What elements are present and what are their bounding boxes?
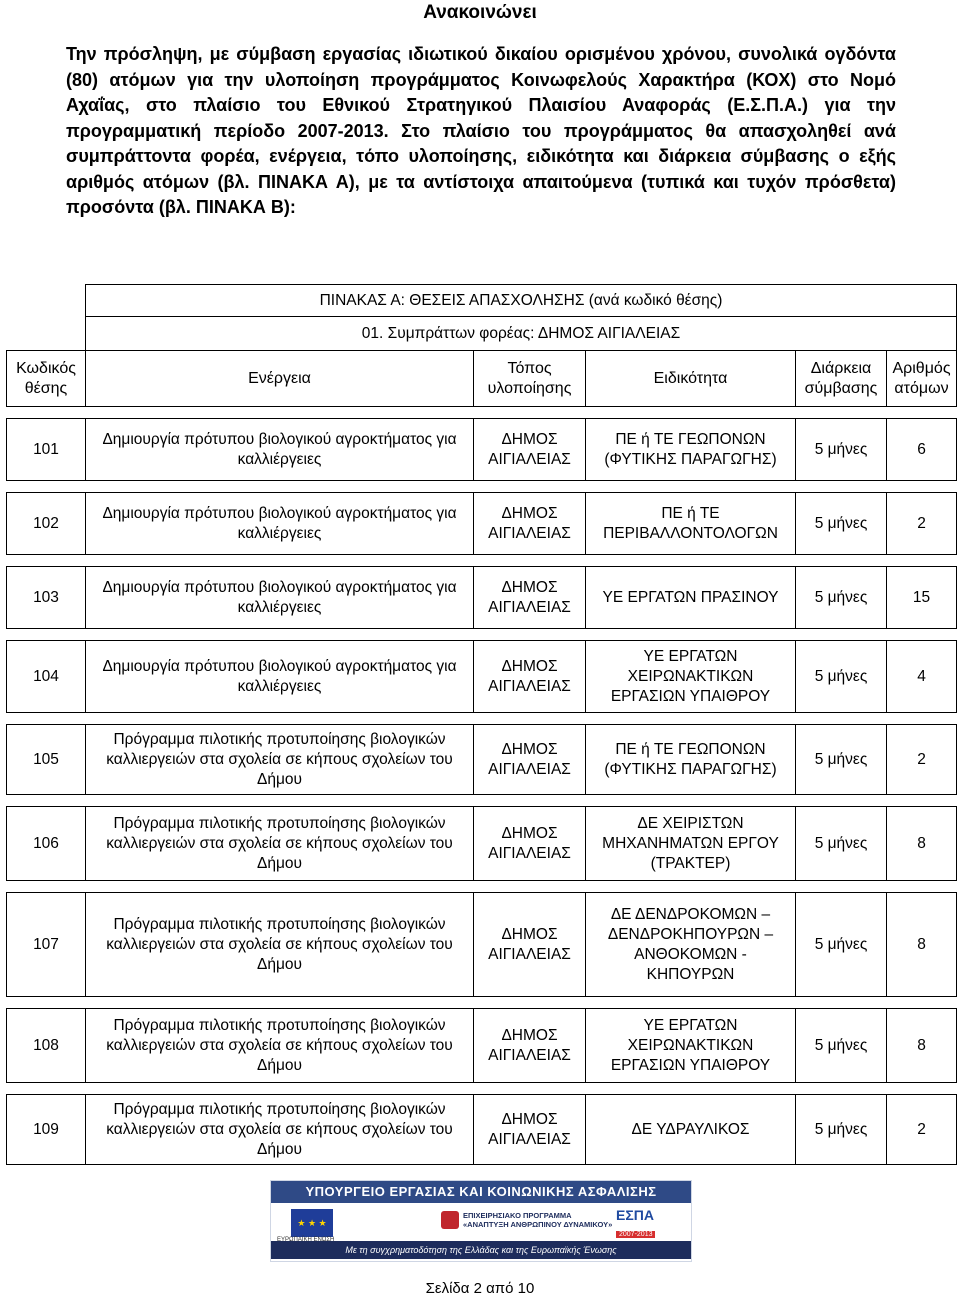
table-row <box>7 419 957 481</box>
cell-specialty: ΠΕ ή ΤΕ ΓΕΩΠΟΝΩΝ (ΦΥΤΙΚΗΣ ΠΑΡΑΓΩΓΗΣ) <box>586 419 796 481</box>
cell-persons: 15 <box>887 567 957 629</box>
cell-specialty: ΔΕ ΔΕΝΔΡΟΚΟΜΩΝ – ΔΕΝΔΡΟΚΗΠΟΥΡΩΝ – ΑΝΘΟΚΟΜΩΝ - ΚΗΠΟΥΡΩΝ <box>586 893 796 997</box>
cell-code: 108 <box>7 1009 86 1083</box>
cell-specialty: ΥΕ ΕΡΓΑΤΩΝ ΠΡΑΣΙΝΟΥ <box>586 567 796 629</box>
page-number: Σελίδα 2 από 10 <box>425 1280 535 1297</box>
partner-row: 01. Συμπράττων φορέας: ΔΗΜΟΣ ΑΙΓΙΑΛΕΙΑΣ <box>86 317 957 351</box>
header-action: Ενέργεια <box>86 351 474 407</box>
cell-action: Πρόγραμμα πιλοτικής προτυποίησης βιολογικών καλλιεργειών στα σχολεία σε κήπους σχολείων του Δήμου <box>86 893 474 997</box>
table-row <box>7 807 957 881</box>
row-spacer <box>7 481 957 493</box>
cell-place: ΔΗΜΟΣ ΑΙΓΙΑΛΕΙΑΣ <box>474 1095 586 1165</box>
row-spacer <box>7 407 957 419</box>
cell-duration: 5 μήνες <box>796 419 887 481</box>
table-row <box>7 641 957 713</box>
cell-persons: 2 <box>887 1095 957 1165</box>
footer-banner <box>270 1180 692 1262</box>
cell-duration: 5 μήνες <box>796 807 887 881</box>
cell-duration: 5 μήνες <box>796 1009 887 1083</box>
espa-logo: ΕΣΠΑ 2007-2013 <box>616 1207 654 1238</box>
row-spacer <box>7 555 957 567</box>
cell-persons: 2 <box>887 493 957 555</box>
cell-code: 107 <box>7 893 86 997</box>
eu-label: ΕΥΡΩΠΑΪΚΗ ΕΝΩΣΗ <box>277 1237 335 1243</box>
cell-specialty: ΥΕ ΕΡΓΑΤΩΝ ΧΕΙΡΩΝΑΚΤΙΚΩΝ ΕΡΓΑΣΙΩΝ ΥΠΑΙΘΡΟΥ <box>586 641 796 713</box>
cell-specialty: ΔΕ ΥΔΡΑΥΛΙΚΟΣ <box>586 1095 796 1165</box>
cell-specialty: ΠΕ ή ΤΕ ΠΕΡΙΒΑΛΛΟΝΤΟΛΟΓΩΝ <box>586 493 796 555</box>
cell-place: ΔΗΜΟΣ ΑΙΓΙΑΛΕΙΑΣ <box>474 893 586 997</box>
cell-duration: 5 μήνες <box>796 567 887 629</box>
cell-persons: 2 <box>887 725 957 795</box>
cell-action: Δημιουργία πρότυπου βιολογικού αγροκτήματος για καλλιέργειες <box>86 641 474 713</box>
table-row <box>7 493 957 555</box>
cell-code: 103 <box>7 567 86 629</box>
program-name: ΕΠΙΧΕΙΡΗΣΙΑΚΟ ΠΡΟΓΡΑΜΜΑ «ΑΝΑΠΤΥΞΗ ΑΝΘΡΩΠΙΝΟΥ ΔΥΝΑΜΙΚΟΥ» <box>463 1211 613 1229</box>
cell-action: Δημιουργία πρότυπου βιολογικού αγροκτήματος για καλλιέργειες <box>86 493 474 555</box>
cell-duration: 5 μήνες <box>796 493 887 555</box>
intro-paragraph: Την πρόσληψη, με σύμβαση εργασίας ιδιωτικού δικαίου ορισμένου χρόνου, συνολικά ογδόντα (80) ατόμων για την υλοποίηση προγράμματος Κοινωφελούς Χαρακτήρα (ΚΟΧ) στο Νομό Αχαΐας, στο πλαίσιο του Εθνικού Στρατηγικού Πλαισίου Αναφοράς (Ε.Σ.Π.Α.) για την προγραμματική περίοδο 2007-2013. Στο πλαίσιο του προγράμματος θα απασχοληθεί ανά συμπράττοντα φορέα, ενέργεια, τόπο υλοποίησης, ειδικότητα και διάρκεια σύμβασης ο εξής αριθμός ατόμων (βλ. ΠΙΝΑΚΑ Α), με τα αντίστοιχα απαιτούμενα (τυπικά και τυχόν πρόσθετα) προσόντα (βλ. ΠΙΝΑΚΑ Β): <box>66 44 896 217</box>
cell-code: 101 <box>7 419 86 481</box>
program-logo-icon <box>441 1211 459 1229</box>
cell-code: 106 <box>7 807 86 881</box>
cell-place: ΔΗΜΟΣ ΑΙΓΙΑΛΕΙΑΣ <box>474 493 586 555</box>
cell-code: 104 <box>7 641 86 713</box>
cell-persons: 4 <box>887 641 957 713</box>
cell-place: ΔΗΜΟΣ ΑΙΓΙΑΛΕΙΑΣ <box>474 641 586 713</box>
eu-flag-icon: ★ ★ ★ <box>291 1209 333 1237</box>
cell-persons: 6 <box>887 419 957 481</box>
cell-action: Πρόγραμμα πιλοτικής προτυποίησης βιολογικών καλλιεργειών στα σχολεία σε κήπους σχολείων του Δήμου <box>86 725 474 795</box>
cell-action: Πρόγραμμα πιλοτικής προτυποίησης βιολογικών καλλιεργειών στα σχολεία σε κήπους σχολείων του Δήμου <box>86 1009 474 1083</box>
positions-table <box>6 284 957 1165</box>
page-title: Ανακοινώνει <box>423 2 537 23</box>
row-spacer <box>7 881 957 893</box>
header-duration: Διάρκεια σύμβασης <box>796 351 887 407</box>
cell-place: ΔΗΜΟΣ ΑΙΓΙΑΛΕΙΑΣ <box>474 419 586 481</box>
cell-duration: 5 μήνες <box>796 1095 887 1165</box>
cell-duration: 5 μήνες <box>796 893 887 997</box>
header-specialty: Ειδικότητα <box>586 351 796 407</box>
cell-action: Πρόγραμμα πιλοτικής προτυποίησης βιολογικών καλλιεργειών στα σχολεία σε κήπους σχολείων του Δήμου <box>86 1095 474 1165</box>
ministry-label: ΥΠΟΥΡΓΕΙΟ ΕΡΓΑΣΙΑΣ ΚΑΙ ΚΟΙΝΩΝΙΚΗΣ ΑΣΦΑΛΙΣΗΣ <box>271 1181 691 1203</box>
table-row <box>7 1095 957 1165</box>
cell-persons: 8 <box>887 893 957 997</box>
table-row <box>7 893 957 997</box>
cell-specialty: ΥΕ ΕΡΓΑΤΩΝ ΧΕΙΡΩΝΑΚΤΙΚΩΝ ΕΡΓΑΣΙΩΝ ΥΠΑΙΘΡΟΥ <box>586 1009 796 1083</box>
cell-place: ΔΗΜΟΣ ΑΙΓΙΑΛΕΙΑΣ <box>474 567 586 629</box>
header-code: Κωδικός θέσης <box>7 351 86 407</box>
table-row <box>7 1009 957 1083</box>
cell-action: Δημιουργία πρότυπου βιολογικού αγροκτήματος για καλλιέργειες <box>86 567 474 629</box>
cell-action: Πρόγραμμα πιλοτικής προτυποίησης βιολογικών καλλιεργειών στα σχολεία σε κήπους σχολείων του Δήμου <box>86 807 474 881</box>
cell-persons: 8 <box>887 1009 957 1083</box>
cell-duration: 5 μήνες <box>796 725 887 795</box>
cell-place: ΔΗΜΟΣ ΑΙΓΙΑΛΕΙΑΣ <box>474 725 586 795</box>
cell-specialty: ΔΕ ΧΕΙΡΙΣΤΩΝ ΜΗΧΑΝΗΜΑΤΩΝ ΕΡΓΟΥ (ΤΡΑΚΤΕΡ) <box>586 807 796 881</box>
table-row <box>7 567 957 629</box>
cell-specialty: ΠΕ ή ΤΕ ΓΕΩΠΟΝΩΝ (ΦΥΤΙΚΗΣ ΠΑΡΑΓΩΓΗΣ) <box>586 725 796 795</box>
header-place: Τόπος υλοποίησης <box>474 351 586 407</box>
cell-code: 102 <box>7 493 86 555</box>
cofinance-label: Με τη συγχρηματοδότηση της Ελλάδας και της Ευρωπαϊκής Ένωσης <box>271 1241 691 1259</box>
header-persons: Αριθμός ατόμων <box>887 351 957 407</box>
table-row <box>7 725 957 795</box>
row-spacer <box>7 713 957 725</box>
cell-action: Δημιουργία πρότυπου βιολογικού αγροκτήματος για καλλιέργειες <box>86 419 474 481</box>
cell-place: ΔΗΜΟΣ ΑΙΓΙΑΛΕΙΑΣ <box>474 1009 586 1083</box>
row-spacer <box>7 629 957 641</box>
table-caption: ΠΙΝΑΚΑΣ Α: ΘΕΣΕΙΣ ΑΠΑΣΧΟΛΗΣΗΣ (ανά κωδικό θέσης) <box>86 285 957 317</box>
cell-place: ΔΗΜΟΣ ΑΙΓΙΑΛΕΙΑΣ <box>474 807 586 881</box>
row-spacer <box>7 795 957 807</box>
cell-code: 105 <box>7 725 86 795</box>
row-spacer <box>7 1083 957 1095</box>
cell-persons: 8 <box>887 807 957 881</box>
row-spacer <box>7 997 957 1009</box>
cell-code: 109 <box>7 1095 86 1165</box>
cell-duration: 5 μήνες <box>796 641 887 713</box>
